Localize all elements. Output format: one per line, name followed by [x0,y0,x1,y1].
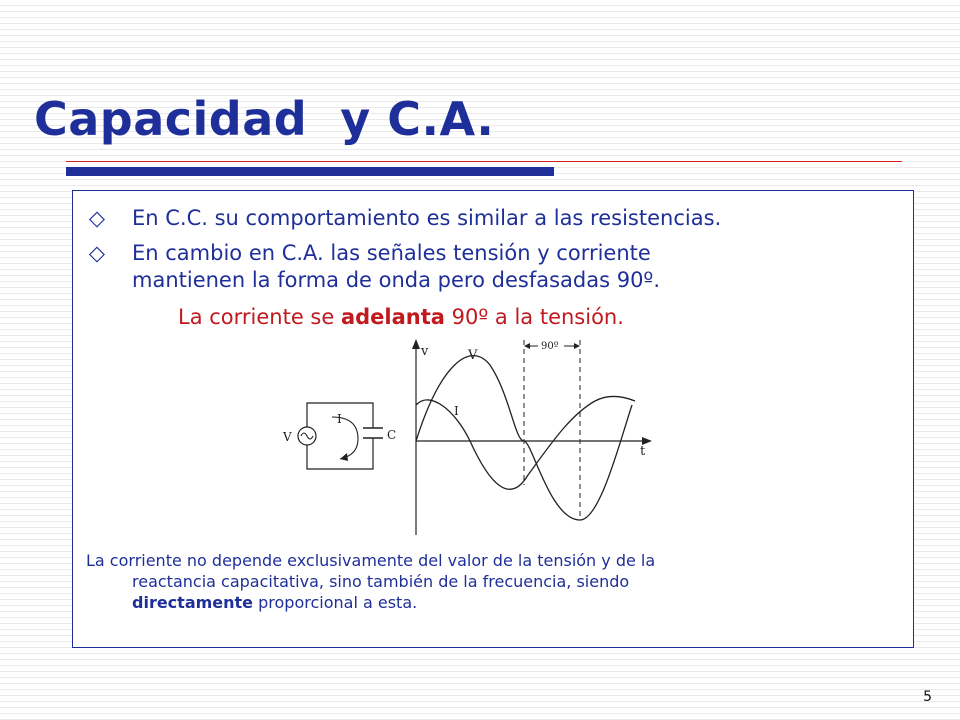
phase-bracket-arrow-right [574,343,580,349]
paragraph-bold: directamente [132,593,254,612]
highlight-bold: adelanta [340,305,445,329]
phase-label: 90º [541,341,559,352]
current-curve-label: I [454,404,459,418]
title-underline-thin [66,161,902,162]
paragraph-line3 [86,592,876,613]
circuit-wires-bottom [307,436,373,469]
bullet-text-dc: En C.C. su comportamiento es similar a las resistencias. [132,206,722,230]
highlight-statement [178,305,624,329]
bullet-text-ac-line1: En cambio en C.A. las señales tensión y corriente [132,241,651,265]
t-axis-label: t [640,444,646,459]
page-number: 5 [923,689,932,705]
highlight-after: 90º a la tensión. [444,305,624,329]
slide-title: Capacidad y C.A. [34,92,495,146]
explanation-paragraph [86,550,876,613]
diamond-outline-icon: ◇ [88,206,106,230]
diamond-outline-icon: ◇ [88,241,106,265]
voltage-curve-label: V [468,348,478,363]
phase-bracket-arrow-left [524,343,530,349]
current-arrowhead [340,453,348,461]
waveform-graph [400,335,660,540]
highlight-before: La corriente se [178,305,341,329]
bullet-text-ac-line2: mantienen la forma de onda pero desfasadas 90º. [132,268,660,292]
circuit-capacitor-label: C [387,428,397,442]
title-underline-thick [66,167,554,176]
v-axis-arrowhead [412,339,420,349]
v-axis-label: v [421,344,429,359]
paragraph-line1: La corriente no depende exclusivamente del valor de la tensión y de la [86,551,656,570]
circuit-source-label: V [283,430,292,444]
current-loop-arrow [332,417,358,459]
circuit-current-label: I [337,412,342,426]
capacitor-circuit-diagram [280,395,410,477]
paragraph-line2: reactancia capacitativa, sino también de la frecuencia, siendo [132,572,630,591]
paragraph-line3-rest: proporcional a esta. [253,593,418,612]
